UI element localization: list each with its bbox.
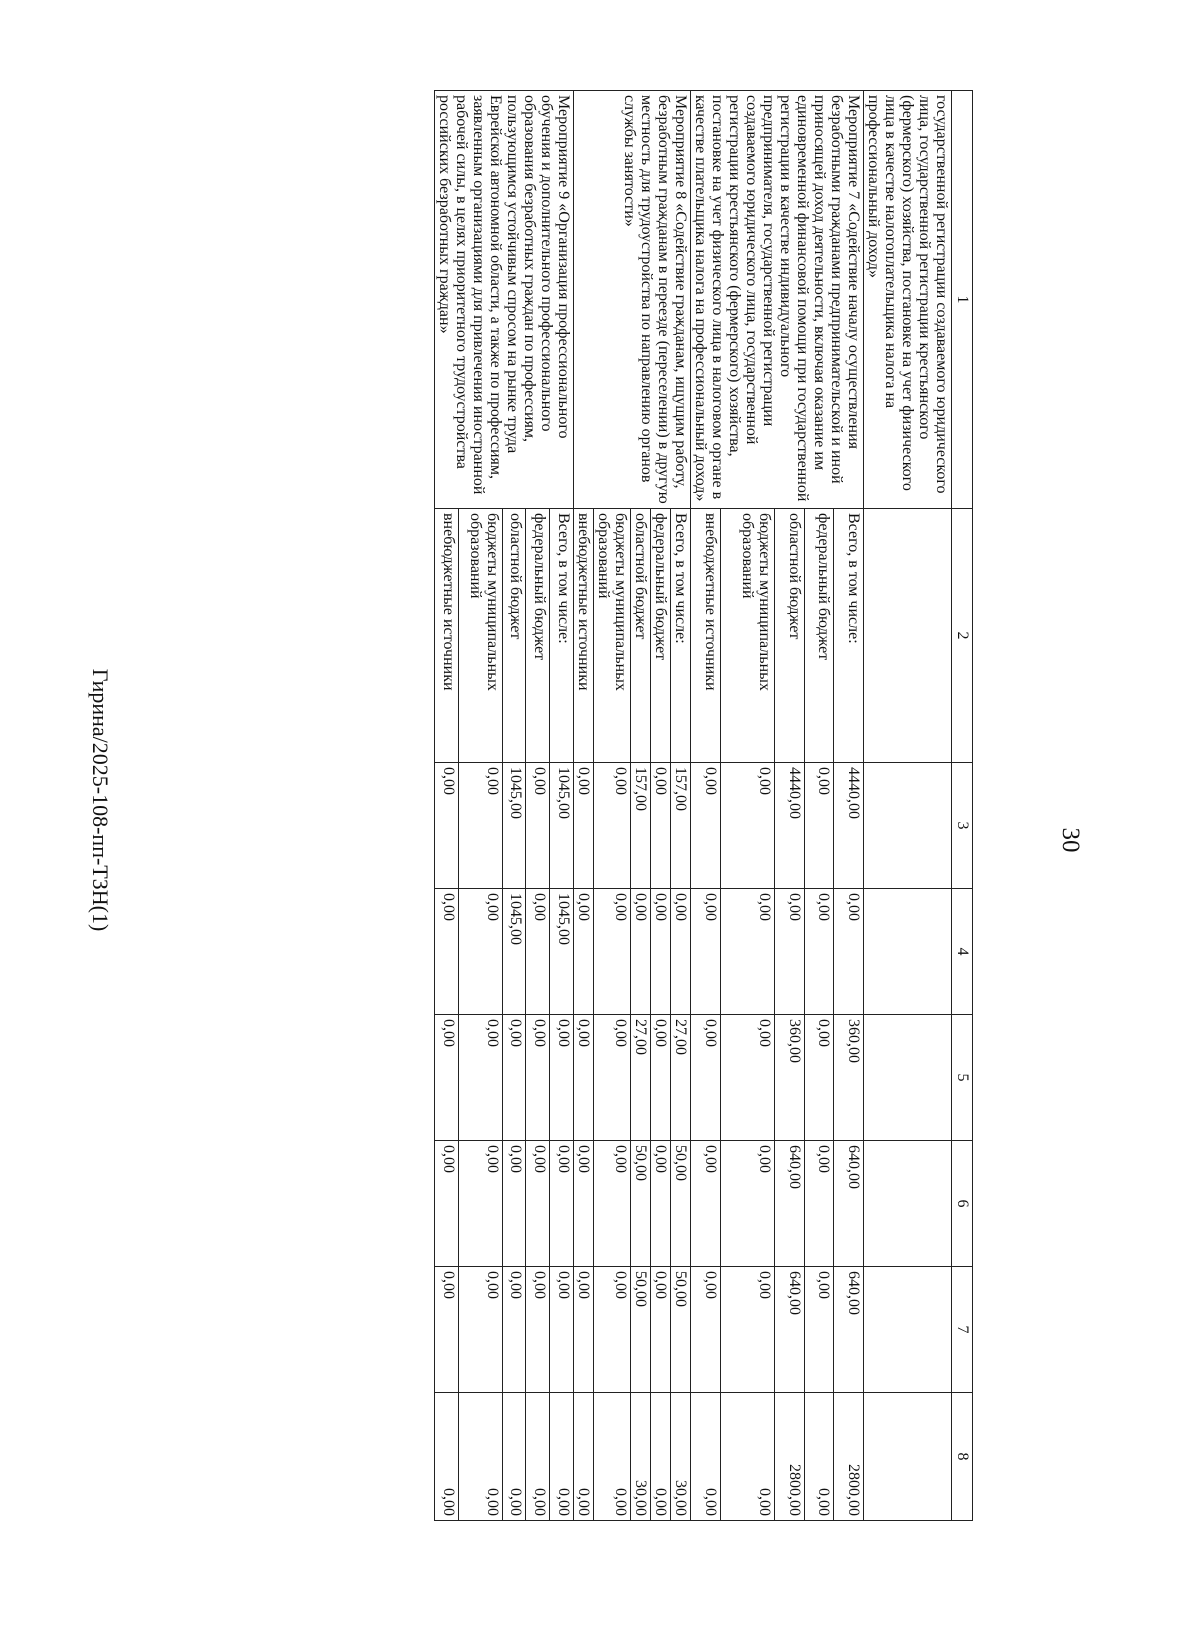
amount-cell-col-5: 0,00 — [458, 1015, 502, 1141]
page-number: 30 — [1057, 827, 1084, 853]
amount-cell-col-7: 50,00 — [671, 1267, 691, 1393]
amount-cell-col-5: 360,00 — [834, 1015, 864, 1141]
amount-cell-col-6: 0,00 — [435, 1141, 459, 1267]
header-col-1: 1 — [952, 91, 973, 509]
amount-cell-col-5: 27,00 — [631, 1015, 651, 1141]
funding-source-cell: Всего, в том числе: — [834, 509, 864, 763]
amount-cell-col-3: 0,00 — [435, 763, 459, 889]
amount-cell-col-4: 0,00 — [671, 889, 691, 1015]
header-col-3: 3 — [952, 763, 973, 889]
header-col-6: 6 — [952, 1141, 973, 1267]
empty-cell — [864, 1141, 952, 1267]
continuation-name-cell: государственной регистрации создаваемого юридического лица, государственной регистрации крестьянского (фермерского) хозяйства, постановке на учет физического лица в качестве налогоплательщика налога на профессиональный доход» — [864, 91, 952, 509]
amount-cell-col-7: 0,00 — [526, 1267, 550, 1393]
amount-cell-col-8: 0,00 — [435, 1393, 459, 1521]
header-col-8: 8 — [952, 1393, 973, 1521]
amount-cell-col-7: 0,00 — [502, 1267, 526, 1393]
header-row — [952, 91, 973, 1521]
amount-cell-col-4: 0,00 — [435, 889, 459, 1015]
amount-cell-col-5: 360,00 — [775, 1015, 805, 1141]
amount-cell-col-7: 50,00 — [631, 1267, 651, 1393]
amount-cell-col-5: 0,00 — [435, 1015, 459, 1141]
amount-cell-col-4: 1045,00 — [502, 889, 526, 1015]
amount-cell-col-7: 0,00 — [651, 1267, 671, 1393]
amount-cell-col-4: 0,00 — [594, 889, 631, 1015]
header-col-7: 7 — [952, 1267, 973, 1393]
amount-cell-col-3: 0,00 — [691, 763, 721, 889]
funding-source-cell: внебюджетные источники — [435, 509, 459, 763]
amount-cell-col-7: 0,00 — [594, 1267, 631, 1393]
table-row — [671, 91, 691, 1521]
funding-source-cell: федеральный бюджет — [651, 509, 671, 763]
rotated-table — [96, 90, 973, 1520]
amount-cell-col-5: 0,00 — [804, 1015, 834, 1141]
funding-source-cell: федеральный бюджет — [526, 509, 550, 763]
amount-cell-col-8: 30,00 — [671, 1393, 691, 1521]
amount-cell-col-4: 0,00 — [691, 889, 721, 1015]
amount-cell-col-8: 2800,00 — [775, 1393, 805, 1521]
amount-cell-col-5: 0,00 — [502, 1015, 526, 1141]
measure-name-cell: Мероприятие 7 «Содействие началу осуществления безработными гражданами предпринимательской и иной приносящей доход деятельности, включая оказание им единовременной финансовой помощи при государственной регистрации в качестве индивидуального предпринимателя, государственной регистрации создаваемого юридического лица, государственной регистрации крестьянского (фермерского) хозяйства, постановке на учет физического лица в налоговом органе в качестве плательщика налога на профессиональный доход» — [691, 91, 864, 509]
amount-cell-col-4: 0,00 — [651, 889, 671, 1015]
amount-cell-col-3: 0,00 — [651, 763, 671, 889]
table-container — [96, 90, 973, 1520]
amount-cell-col-5: 0,00 — [691, 1015, 721, 1141]
amount-cell-col-6: 50,00 — [671, 1141, 691, 1267]
amount-cell-col-6: 0,00 — [720, 1141, 775, 1267]
funding-source-cell: бюджеты муниципальных образований — [594, 509, 631, 763]
amount-cell-col-6: 640,00 — [775, 1141, 805, 1267]
amount-cell-col-4: 0,00 — [574, 889, 594, 1015]
funding-source-cell: бюджеты муниципальных образований — [720, 509, 775, 763]
amount-cell-col-6: 50,00 — [631, 1141, 651, 1267]
amount-cell-col-7: 0,00 — [720, 1267, 775, 1393]
amount-cell-col-8: 0,00 — [502, 1393, 526, 1521]
amount-cell-col-8: 2800,00 — [834, 1393, 864, 1521]
amount-cell-col-3: 4440,00 — [834, 763, 864, 889]
funding-source-cell: федеральный бюджет — [804, 509, 834, 763]
amount-cell-col-3: 1045,00 — [502, 763, 526, 889]
amount-cell-col-7: 0,00 — [691, 1267, 721, 1393]
funding-source-cell: внебюджетные источники — [691, 509, 721, 763]
funding-source-cell: Всего, в том числе: — [671, 509, 691, 763]
amount-cell-col-7: 0,00 — [435, 1267, 459, 1393]
header-col-5: 5 — [952, 1015, 973, 1141]
amount-cell-col-4: 0,00 — [631, 889, 651, 1015]
amount-cell-col-8: 0,00 — [720, 1393, 775, 1521]
amount-cell-col-6: 0,00 — [691, 1141, 721, 1267]
amount-cell-col-6: 0,00 — [550, 1141, 574, 1267]
amount-cell-col-7: 0,00 — [804, 1267, 834, 1393]
empty-cell — [864, 1267, 952, 1393]
amount-cell-col-3: 0,00 — [594, 763, 631, 889]
funding-source-cell: областной бюджет — [631, 509, 651, 763]
amount-cell-col-4: 0,00 — [804, 889, 834, 1015]
amount-cell-col-7: 0,00 — [458, 1267, 502, 1393]
amount-cell-col-8: 0,00 — [804, 1393, 834, 1521]
amount-cell-col-5: 0,00 — [550, 1015, 574, 1141]
amount-cell-col-5: 0,00 — [574, 1015, 594, 1141]
amount-cell-col-3: 157,00 — [671, 763, 691, 889]
amount-cell-col-8: 30,00 — [631, 1393, 651, 1521]
amount-cell-col-8: 0,00 — [691, 1393, 721, 1521]
funding-source-cell: бюджеты муниципальных образований — [458, 509, 502, 763]
funding-source-cell: областной бюджет — [502, 509, 526, 763]
amount-cell-col-7: 640,00 — [834, 1267, 864, 1393]
amount-cell-col-8: 0,00 — [526, 1393, 550, 1521]
measure-name-cell: Мероприятие 8 «Содействие гражданам, ищущим работу, безработным гражданам в переезде (переселении) в другую местность для трудоустройства по направлению органов службы занятости» — [574, 91, 691, 509]
amount-cell-col-3: 0,00 — [574, 763, 594, 889]
amount-cell-col-5: 27,00 — [671, 1015, 691, 1141]
amount-cell-col-4: 0,00 — [834, 889, 864, 1015]
amount-cell-col-4: 0,00 — [775, 889, 805, 1015]
amount-cell-col-6: 0,00 — [502, 1141, 526, 1267]
amount-cell-col-4: 0,00 — [720, 889, 775, 1015]
amount-cell-col-4: 0,00 — [526, 889, 550, 1015]
amount-cell-col-5: 0,00 — [651, 1015, 671, 1141]
header-col-4: 4 — [952, 889, 973, 1015]
amount-cell-col-6: 0,00 — [594, 1141, 631, 1267]
empty-cell — [864, 763, 952, 889]
table-row — [550, 91, 574, 1521]
amount-cell-col-6: 0,00 — [574, 1141, 594, 1267]
amount-cell-col-3: 4440,00 — [775, 763, 805, 889]
empty-cell — [864, 889, 952, 1015]
amount-cell-col-7: 0,00 — [574, 1267, 594, 1393]
amount-cell-col-6: 0,00 — [526, 1141, 550, 1267]
amount-cell-col-3: 157,00 — [631, 763, 651, 889]
funding-source-cell: Всего, в том числе: — [550, 509, 574, 763]
header-col-2: 2 — [952, 509, 973, 763]
funding-source-cell: внебюджетные источники — [574, 509, 594, 763]
amount-cell-col-7: 0,00 — [550, 1267, 574, 1393]
amount-cell-col-3: 0,00 — [458, 763, 502, 889]
empty-cell — [864, 1015, 952, 1141]
funding-source-cell: областной бюджет — [775, 509, 805, 763]
document-code: Гирина/2025-108-пп-ТЗН(1) — [88, 668, 113, 932]
continuation-row — [864, 91, 952, 1521]
amount-cell-col-8: 0,00 — [458, 1393, 502, 1521]
amount-cell-col-6: 640,00 — [834, 1141, 864, 1267]
amount-cell-col-8: 0,00 — [594, 1393, 631, 1521]
amount-cell-col-3: 1045,00 — [550, 763, 574, 889]
empty-cell — [864, 1393, 952, 1521]
amount-cell-col-8: 0,00 — [651, 1393, 671, 1521]
amount-cell-col-6: 0,00 — [651, 1141, 671, 1267]
amount-cell-col-3: 0,00 — [720, 763, 775, 889]
amount-cell-col-7: 640,00 — [775, 1267, 805, 1393]
amount-cell-col-5: 0,00 — [720, 1015, 775, 1141]
amount-cell-col-8: 0,00 — [550, 1393, 574, 1521]
financing-table — [434, 90, 973, 1521]
amount-cell-col-5: 0,00 — [526, 1015, 550, 1141]
amount-cell-col-8: 0,00 — [574, 1393, 594, 1521]
amount-cell-col-4: 0,00 — [458, 889, 502, 1015]
amount-cell-col-6: 0,00 — [458, 1141, 502, 1267]
amount-cell-col-5: 0,00 — [594, 1015, 631, 1141]
amount-cell-col-3: 0,00 — [804, 763, 834, 889]
measure-name-cell: Мероприятие 9 «Организация профессионального обучения и дополнительного профессионального образования безработных граждан по профессиям, пользующимся устойчивым спросом на рынке труда Еврейской автономной области, а также по профессиям, заявленным организациями для привлечения иностранной рабочей силы, в целях приоритетного трудоустройства российских безработных граждан» — [435, 91, 574, 509]
amount-cell-col-3: 0,00 — [526, 763, 550, 889]
empty-cell — [864, 509, 952, 763]
amount-cell-col-4: 1045,00 — [550, 889, 574, 1015]
amount-cell-col-6: 0,00 — [804, 1141, 834, 1267]
table-row — [834, 91, 864, 1521]
